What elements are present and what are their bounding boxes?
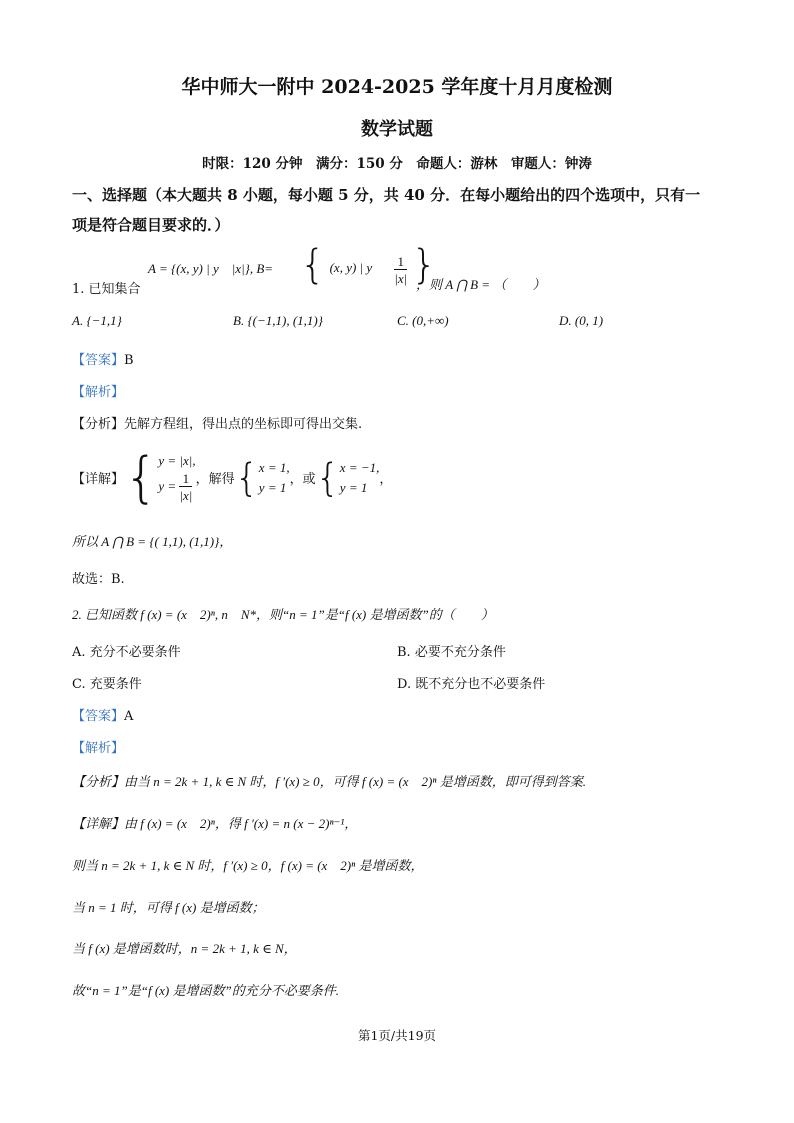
q2-option-a: A. 充分不必要条件 [72,645,181,660]
q2-analysis-tag: 【解析】 [72,741,125,756]
q2-option-c: C. 充要条件 [72,677,142,692]
q1-analysis-tag: 【解析】 [72,385,125,400]
q1-number: 1. 已知集合 [72,282,141,297]
q2-fenxi: 【分析】由当 n = 2k + 1, k ∈ N 时，f ′(x) ≥ 0，可得 f (x) = (x 2)ⁿ 是增函数，即可得到答案. [72,774,586,789]
q1-equation-system: y = |x|, y = $\frac{1}{|x|}$ [158,453,196,503]
q2-answer: 【答案】A [72,709,134,724]
q1-intersection: 所以 A ⋂ B = {( 1,1), (1,1)}， [72,534,233,549]
q2-stem: 2. 已知函数 f (x) = (x 2)ⁿ, n N*，则“n = 1”是“f (x) 是增函数”的（ ） [72,607,494,622]
q1-solution-2: x = −1, y = 1 [339,459,380,495]
section-heading-line1: 一、选择题（本大题共 8 小题，每小题 5 分，共 40 分．在每小题给出的四个选项中，只有一 [72,186,701,204]
q1-set-b: { (x, y) | y $\frac{1}{|x|}$ } [300,242,437,288]
exam-info: 时限：120 分钟 满分：150 分 命题人：游林 审题人：钟涛 [202,156,592,172]
q1-set-b-left: (x, y) | y [329,260,373,275]
q1-solution-1: x = 1, y = 1 [258,459,290,495]
q1-stem-tail: ，则 A ⋂ B = （ ） [416,277,546,292]
document-title: 华中师大一附中 2024-2025 学年度十月月度检测 [181,76,613,98]
q1-option-b: B. {(−1,1), (1,1)} [233,313,323,328]
page-number: 第1页/共19页 [357,1028,437,1043]
q2-derivation-line2: 当 n = 1 时，可得 f (x) 是增函数； [72,900,265,915]
q1-fenxi: 【分析】先解方程组，得出点的坐标即可得出交集. [72,417,363,432]
q1-option-a: A. {−1,1} [72,313,122,328]
q2-option-b: B. 必要不充分条件 [397,645,506,660]
q1-option-c: C. (0,+∞) [397,313,449,328]
q2-option-d: D. 既不充分也不必要条件 [397,677,546,692]
q2-xiangjie: 【详解】由 f (x) = (x 2)ⁿ，得 f ′(x) = n (x − 2)ⁿ⁻¹， [72,816,358,831]
q1-conclusion: 故选：B. [72,572,125,587]
q1-set-a: A = {(x, y) | y |x|}, B= [148,261,274,276]
q1-answer: 【答案】B [72,353,134,368]
q1-set-b-fraction: $\frac{1}{|x|}$ [394,254,408,286]
document-subtitle: 数学试题 [361,119,433,140]
q1-xiangjie: 【详解】{ y = |x|, y = $\frac{1}{|x|}$ ，解得{ x = 1, y = 1 ，或{ x = −1, y = 1 ， [72,446,393,509]
q1-option-d: D. (0, 1) [559,313,604,328]
q2-derivation-line1: 则当 n = 2k + 1, k ∈ N 时，f ′(x) ≥ 0，f (x) = (x 2)ⁿ 是增函数， [72,858,424,873]
q2-derivation-line3: 当 f (x) 是增函数时，n = 2k + 1, k ∈ N， [72,941,297,956]
q2-conclusion: 故“n = 1”是“f (x) 是增函数”的充分不必要条件. [72,983,339,998]
section-heading-line2: 项是符合题目要求的．） [72,216,230,234]
